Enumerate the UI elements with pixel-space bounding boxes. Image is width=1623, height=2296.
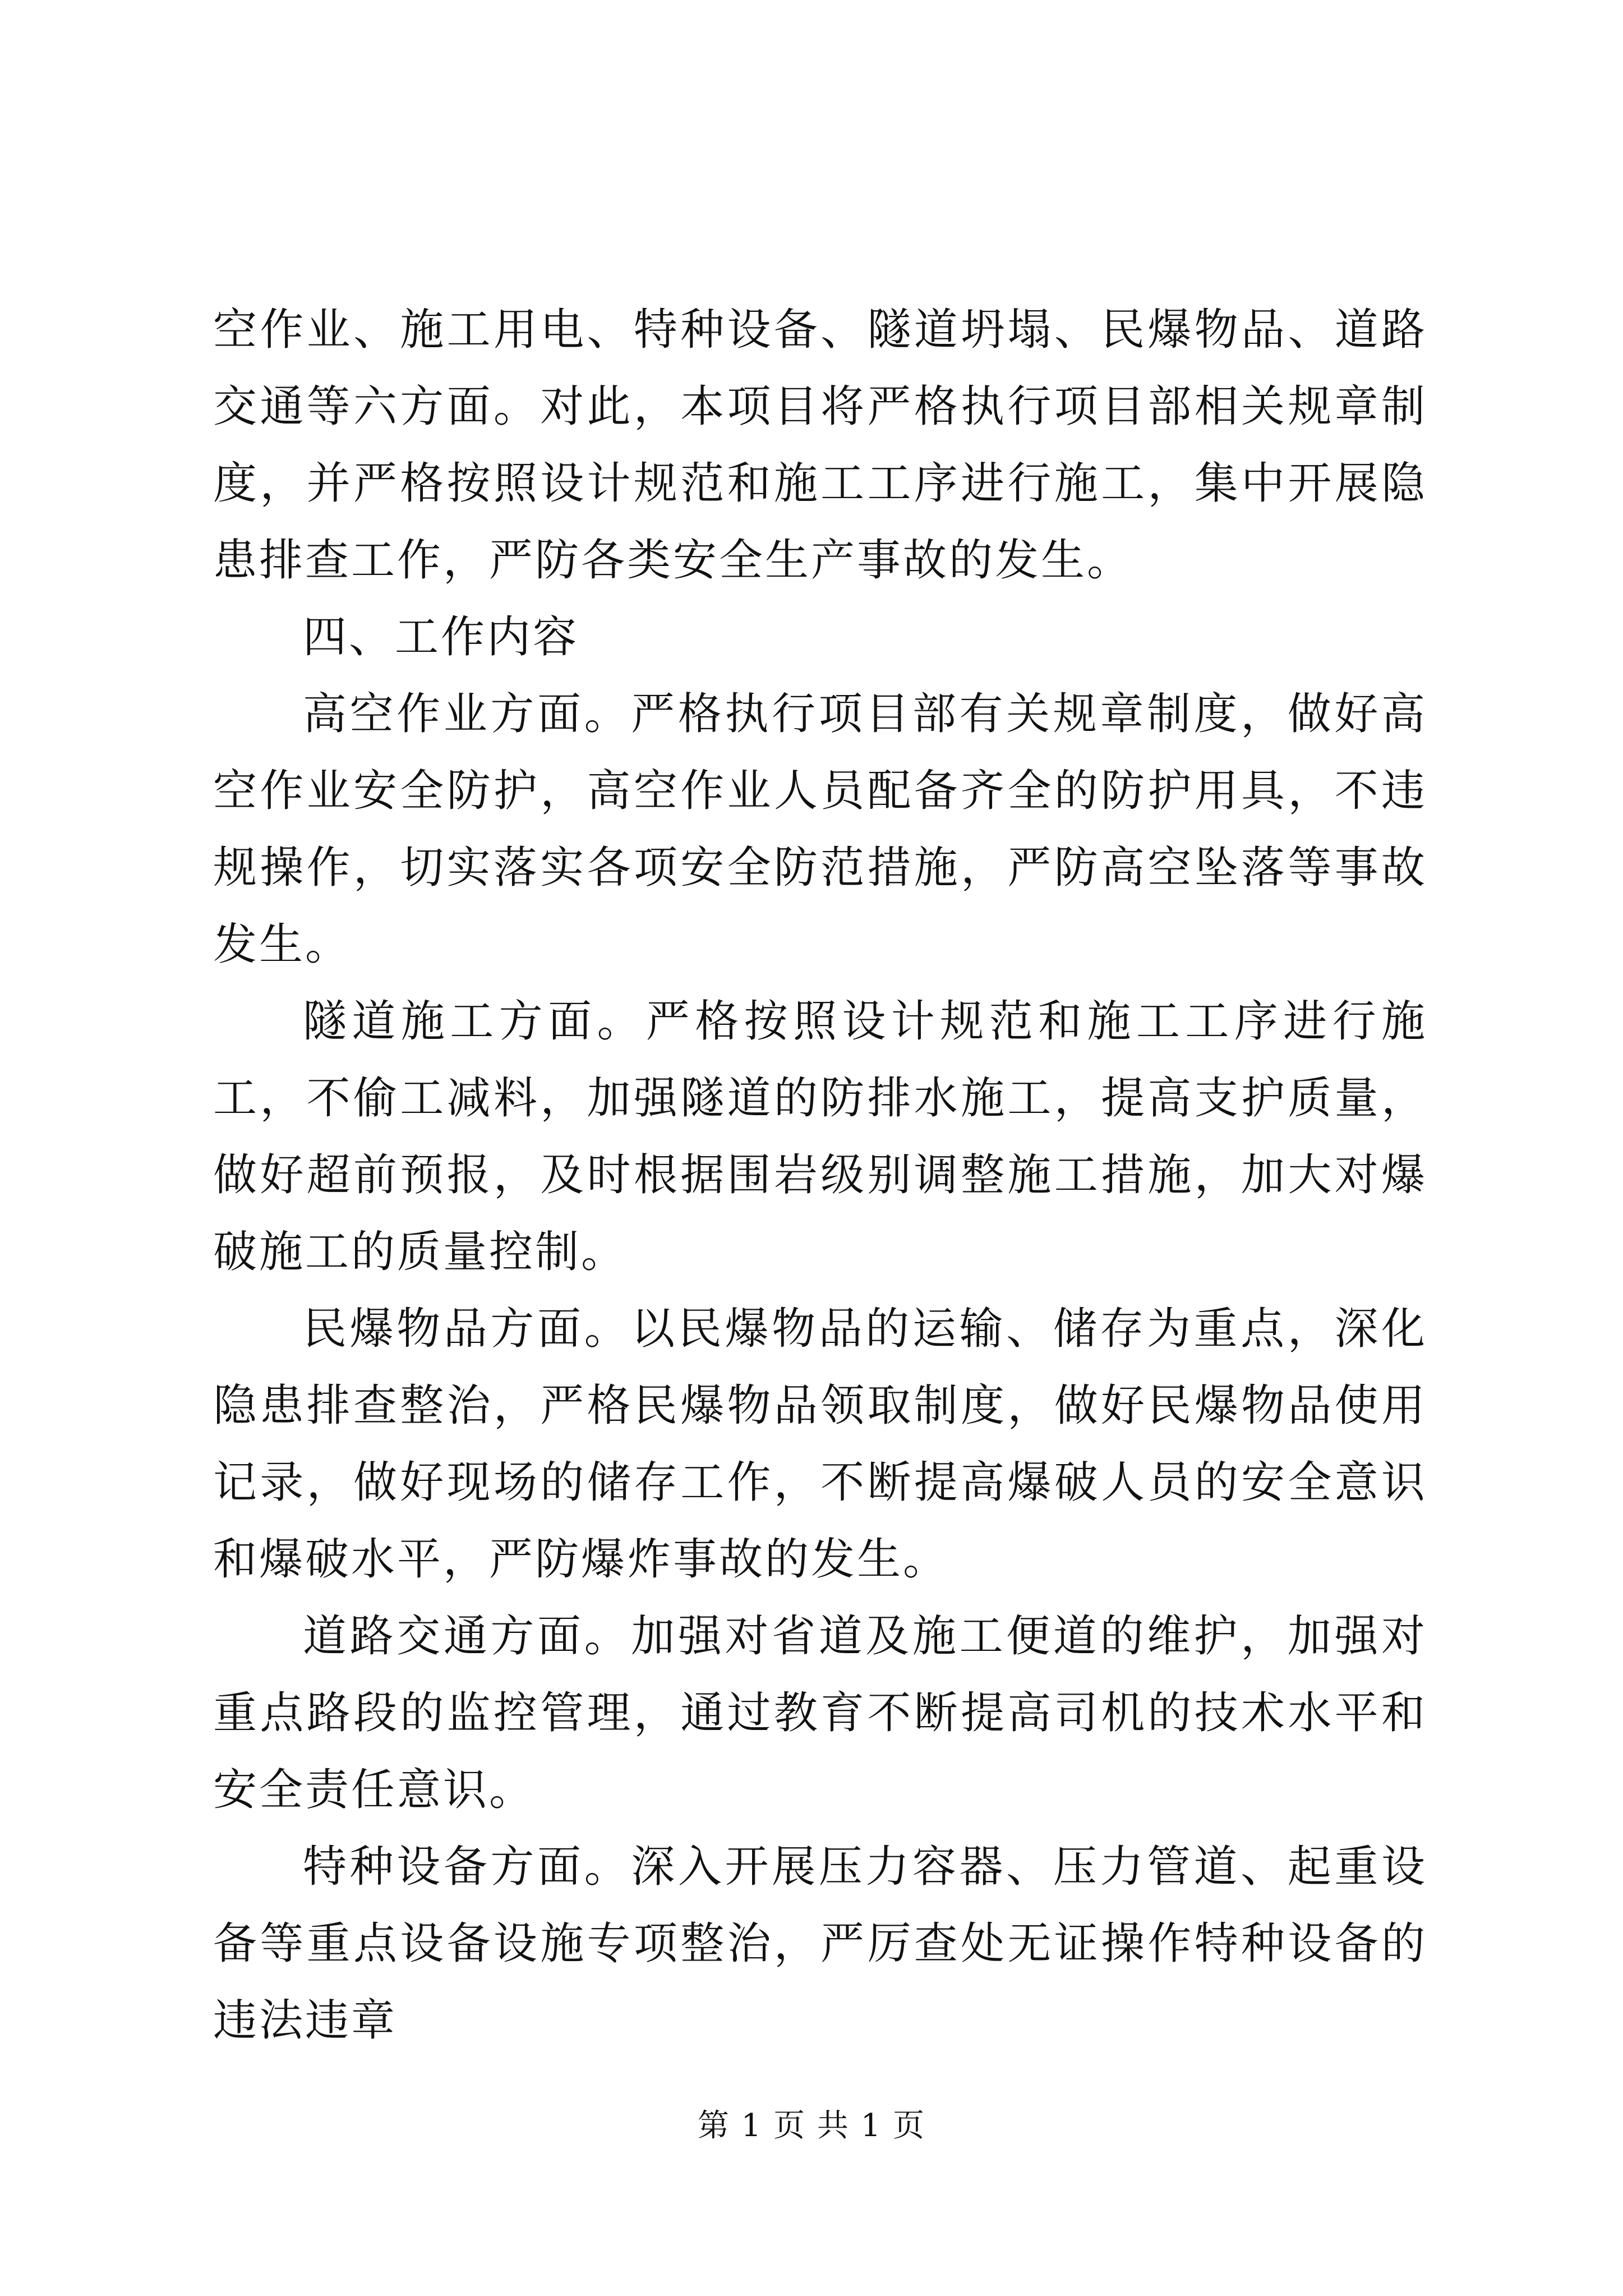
paragraph-road-traffic: 道路交通方面。加强对省道及施工便道的维护，加强对重点路段的监控管理，通过教育不断提高司机的技术水平和安全责任意识。 <box>213 1611 1427 1815</box>
page-number-footer: 第 1 页 共 1 页 <box>697 2108 926 2144</box>
paragraph-explosives: 民爆物品方面。以民爆物品的运输、储存为重点，深化隐患排查整治，严格民爆物品领取制度，做好民爆物品使用记录，做好现场的储存工作，不断提高爆破人员的安全意识和爆破水平，严防爆炸事故的发生。 <box>213 1304 1427 1585</box>
document-body <box>213 292 1427 2059</box>
paragraph-special-equipment: 特种设备方面。深入开展压力容器、压力管道、起重设备等重点设备设施专项整治，严厉查处无证操作特种设备的违法违章 <box>213 1842 1427 2046</box>
paragraph-tunnel-construction: 隧道施工方面。严格按照设计规范和施工工序进行施工，不偷工减料，加强隧道的防排水施工，提高支护质量，做好超前预报，及时根据围岩级别调整施工措施，加大对爆破施工的质量控制。 <box>213 996 1427 1277</box>
paragraph-continuation: 空作业、施工用电、特种设备、隧道坍塌、民爆物品、道路交通等六方面。对此，本项目将严格执行项目部相关规章制度，并严格按照设计规范和施工工序进行施工，集中开展隐患排查工作，严防各类安全生产事故的发生。 <box>213 305 1427 586</box>
paragraph-high-altitude-work: 高空作业方面。严格执行项目部有关规章制度，做好高空作业安全防护，高空作业人员配备齐全的防护用具，不违规操作，切实落实各项安全防范措施，严防高空坠落等事故发生。 <box>213 689 1427 970</box>
section-heading-work-content: 四、工作内容 <box>303 612 579 662</box>
